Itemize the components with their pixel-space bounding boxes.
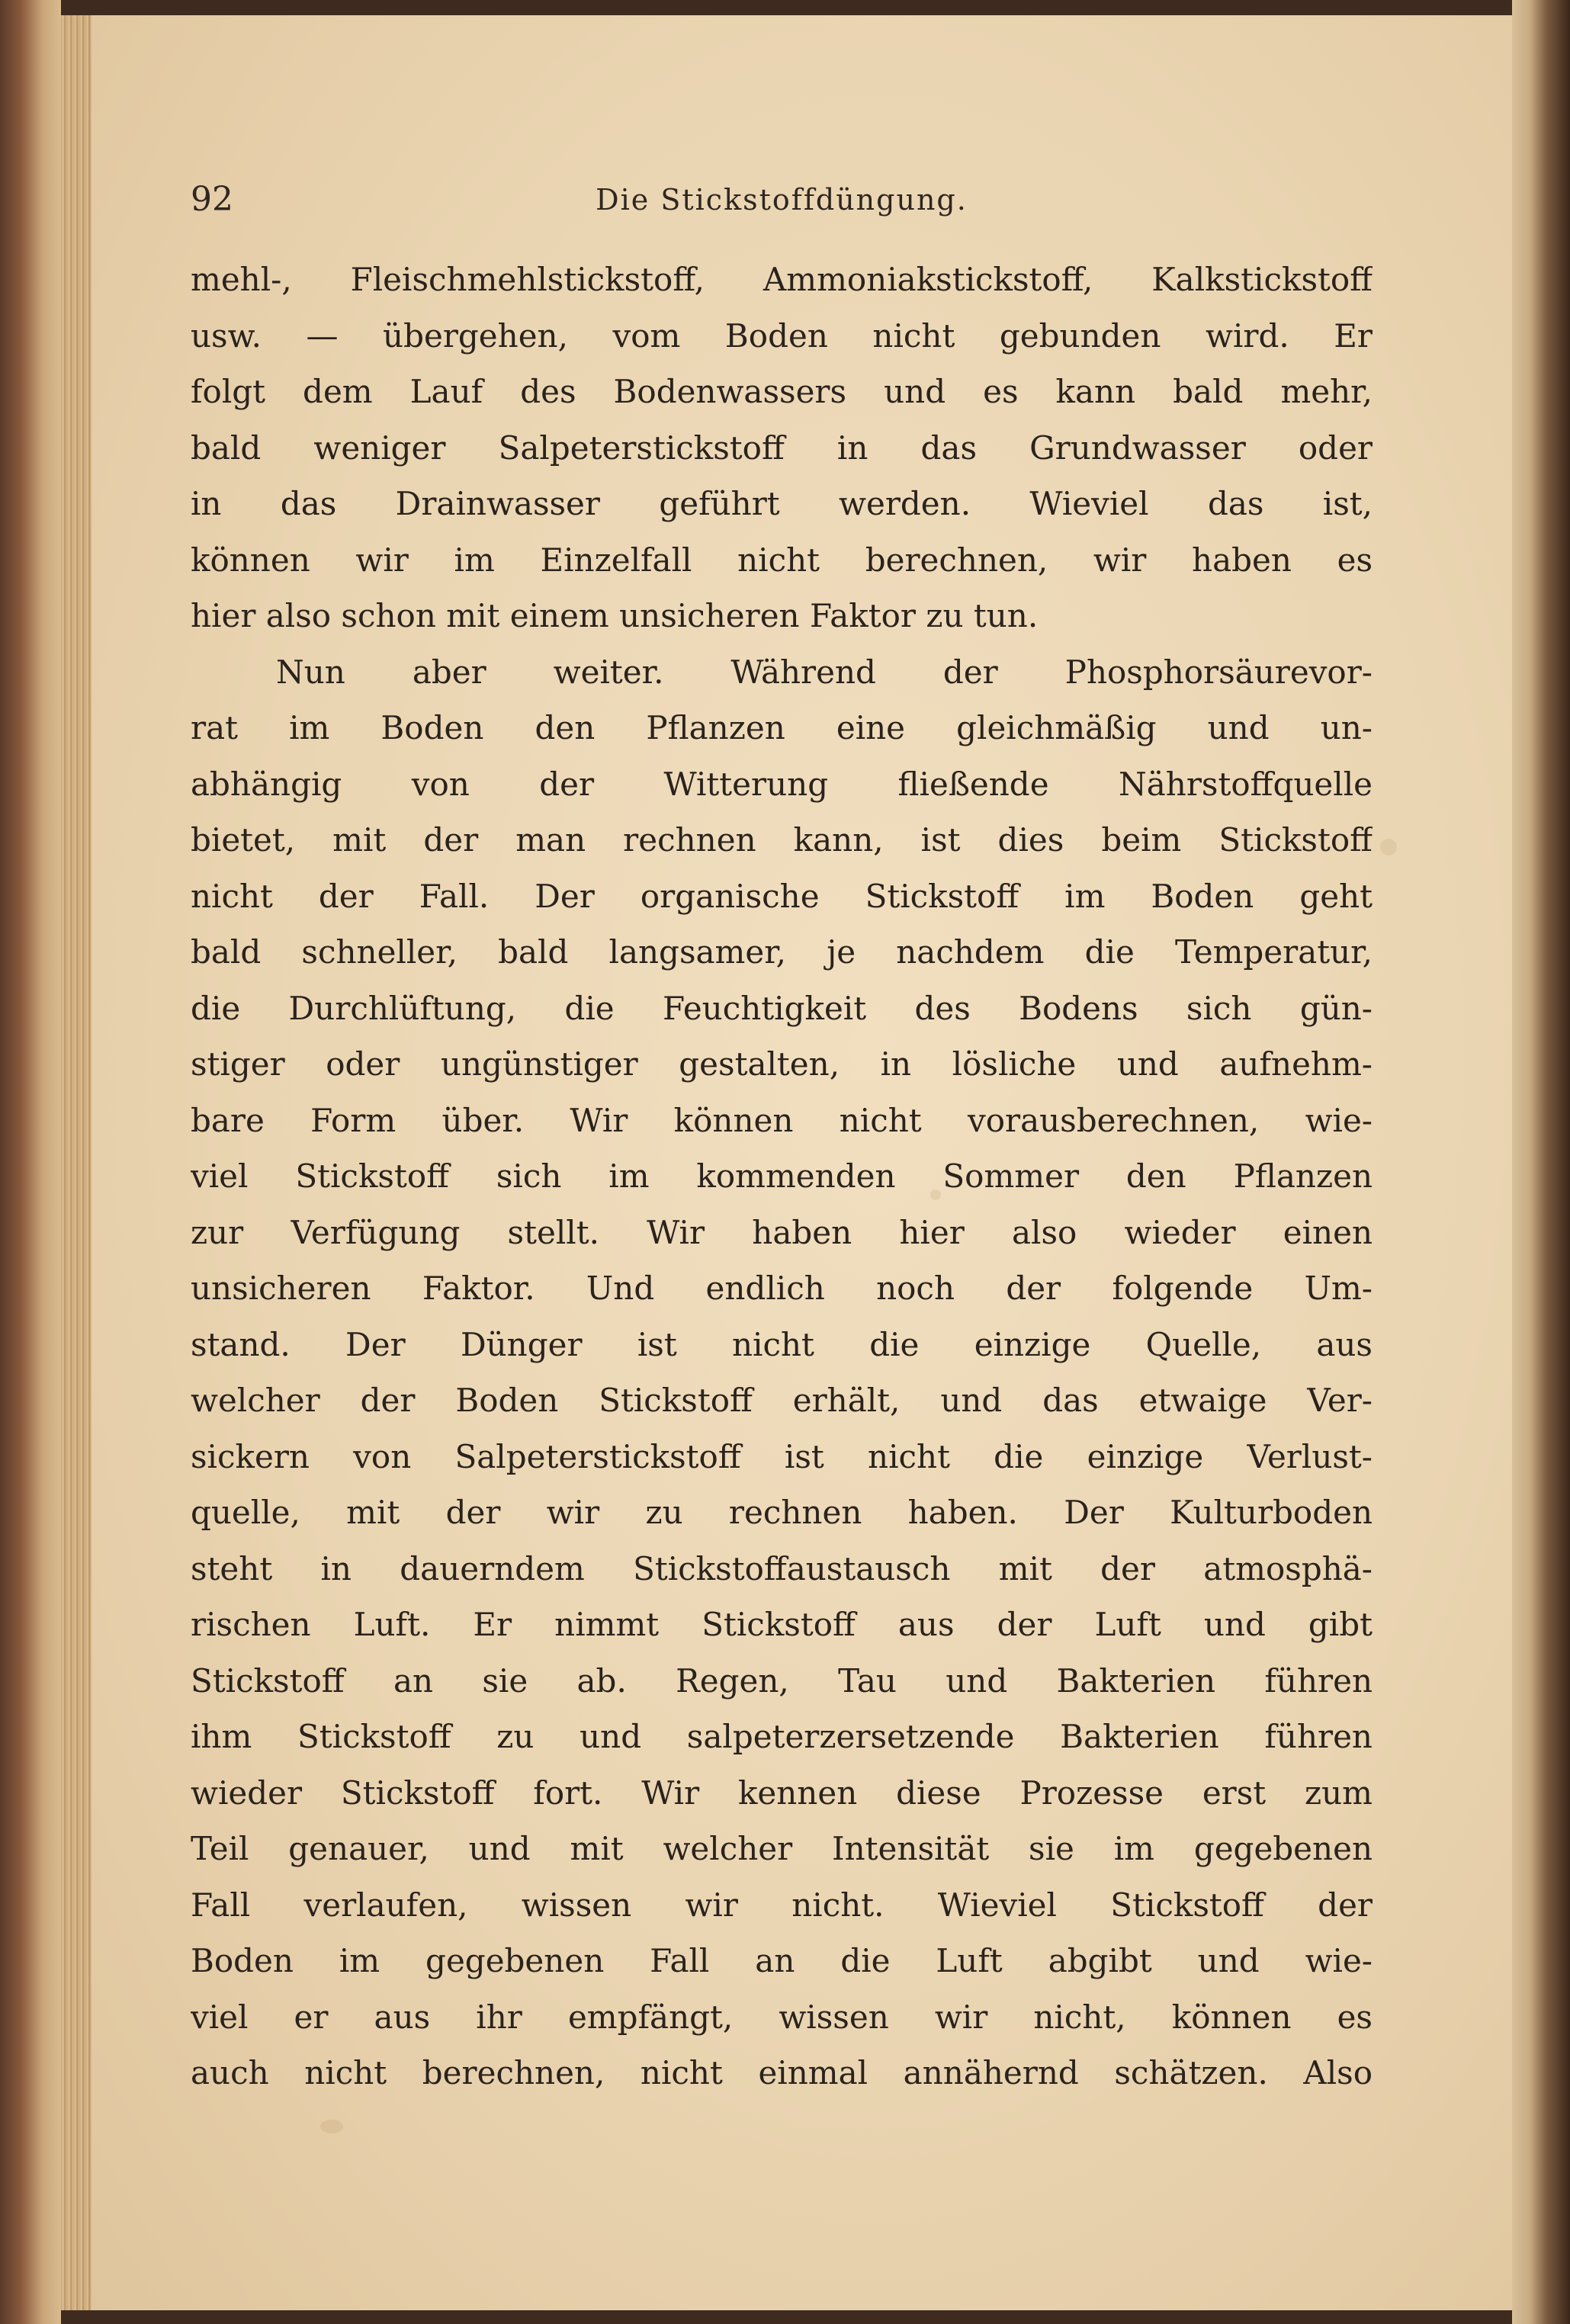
- text-line: rat im Boden den Pflanzen eine gleichmäßig und un-: [191, 709, 1373, 746]
- body-text: [191, 252, 1373, 2101]
- running-title: Die Stickstoffdüngung.: [596, 183, 968, 217]
- text-line: können wir im Einzelfall nicht berechnen, wir haben es: [191, 541, 1373, 579]
- text-line: mehl-, Fleischmehlstickstoff, Ammoniakstickstoff, Kalkstickstoff: [191, 261, 1373, 298]
- text-line: bare Form über. Wir können nicht vorausberechnen, wie-: [191, 1101, 1373, 1139]
- text-line: folgt dem Lauf des Bodenwassers und es kann bald mehr,: [191, 373, 1373, 410]
- text-line: quelle, mit der wir zu rechnen haben. Der Kulturboden: [191, 1494, 1373, 1531]
- opposite-page-edge: [1512, 0, 1570, 2324]
- text-line: in das Drainwasser geführt werden. Wieviel das ist,: [191, 485, 1373, 522]
- page-edges: [61, 15, 92, 2310]
- text-line: abhängig von der Witterung fließende Nährstoffquelle: [191, 765, 1373, 803]
- text-line: zur Verfügung stellt. Wir haben hier also wieder einen: [191, 1213, 1373, 1251]
- text-line: nicht der Fall. Der organische Stickstoff im Boden geht: [191, 877, 1373, 915]
- text-line: Teil genauer, und mit welcher Intensität sie im gegebenen: [191, 1830, 1373, 1867]
- text-line: steht in dauerndem Stickstoffaustausch mit der atmosphä-: [191, 1549, 1373, 1587]
- paragraph: [191, 252, 1373, 644]
- text-line: Stickstoff an sie ab. Regen, Tau und Bakterien führen: [191, 1661, 1373, 1700]
- text-line: Boden im gegebenen Fall an die Luft abgibt und wie-: [191, 1942, 1373, 1979]
- text-line: viel Stickstoff sich im kommenden Sommer den Pflanzen: [191, 1157, 1373, 1195]
- text-line: wieder Stickstoff fort. Wir kennen diese Prozesse erst zum: [191, 1773, 1373, 1812]
- text-line: viel er aus ihr empfängt, wissen wir nicht, können es: [191, 1998, 1373, 2036]
- text-line: usw. — übergehen, vom Boden nicht gebunden wird. Er: [191, 316, 1373, 355]
- text-line: stiger oder ungünstiger gestalten, in lösliche und aufnehm-: [191, 1045, 1373, 1083]
- text-line: bald schneller, bald langsamer, je nachdem die Temperatur,: [191, 933, 1373, 971]
- text-line: die Durchlüftung, die Feuchtigkeit des Bodens sich gün-: [191, 989, 1373, 1027]
- text-line: unsicheren Faktor. Und endlich noch der folgende Um-: [191, 1270, 1373, 1307]
- paragraph: [191, 644, 1373, 2101]
- book-binding: [0, 0, 61, 2324]
- text-line: bietet, mit der man rechnen kann, ist dies beim Stickstoff: [191, 821, 1373, 859]
- foxing-spot: [320, 2120, 343, 2133]
- text-line: sickern von Salpeterstickstoff ist nicht die einzige Verlust-: [191, 1437, 1373, 1475]
- text-line: hier also schon mit einem unsicheren Faktor zu tun.: [191, 597, 1039, 634]
- foxing-spot: [1380, 839, 1397, 855]
- text-line: Nun aber weiter. Während der Phosphorsäurevor-: [276, 653, 1373, 691]
- text-line: Fall verlaufen, wissen wir nicht. Wieviel Stickstoff der: [191, 1886, 1373, 1924]
- text-line: welcher der Boden Stickstoff erhält, und das etwaige Ver-: [191, 1382, 1373, 1419]
- text-line: auch nicht berechnen, nicht einmal annähernd schätzen. Also: [191, 2054, 1373, 2091]
- page-number: 92: [191, 180, 233, 219]
- text-line: stand. Der Dünger ist nicht die einzige Quelle, aus: [191, 1325, 1373, 1363]
- text-line: rischen Luft. Er nimmt Stickstoff aus der Luft und gibt: [191, 1606, 1373, 1643]
- page-header: [191, 180, 1373, 226]
- text-line: ihm Stickstoff zu und salpeterzersetzende Bakterien führen: [191, 1718, 1373, 1755]
- text-line: bald weniger Salpeterstickstoff in das Grundwasser oder: [191, 429, 1373, 467]
